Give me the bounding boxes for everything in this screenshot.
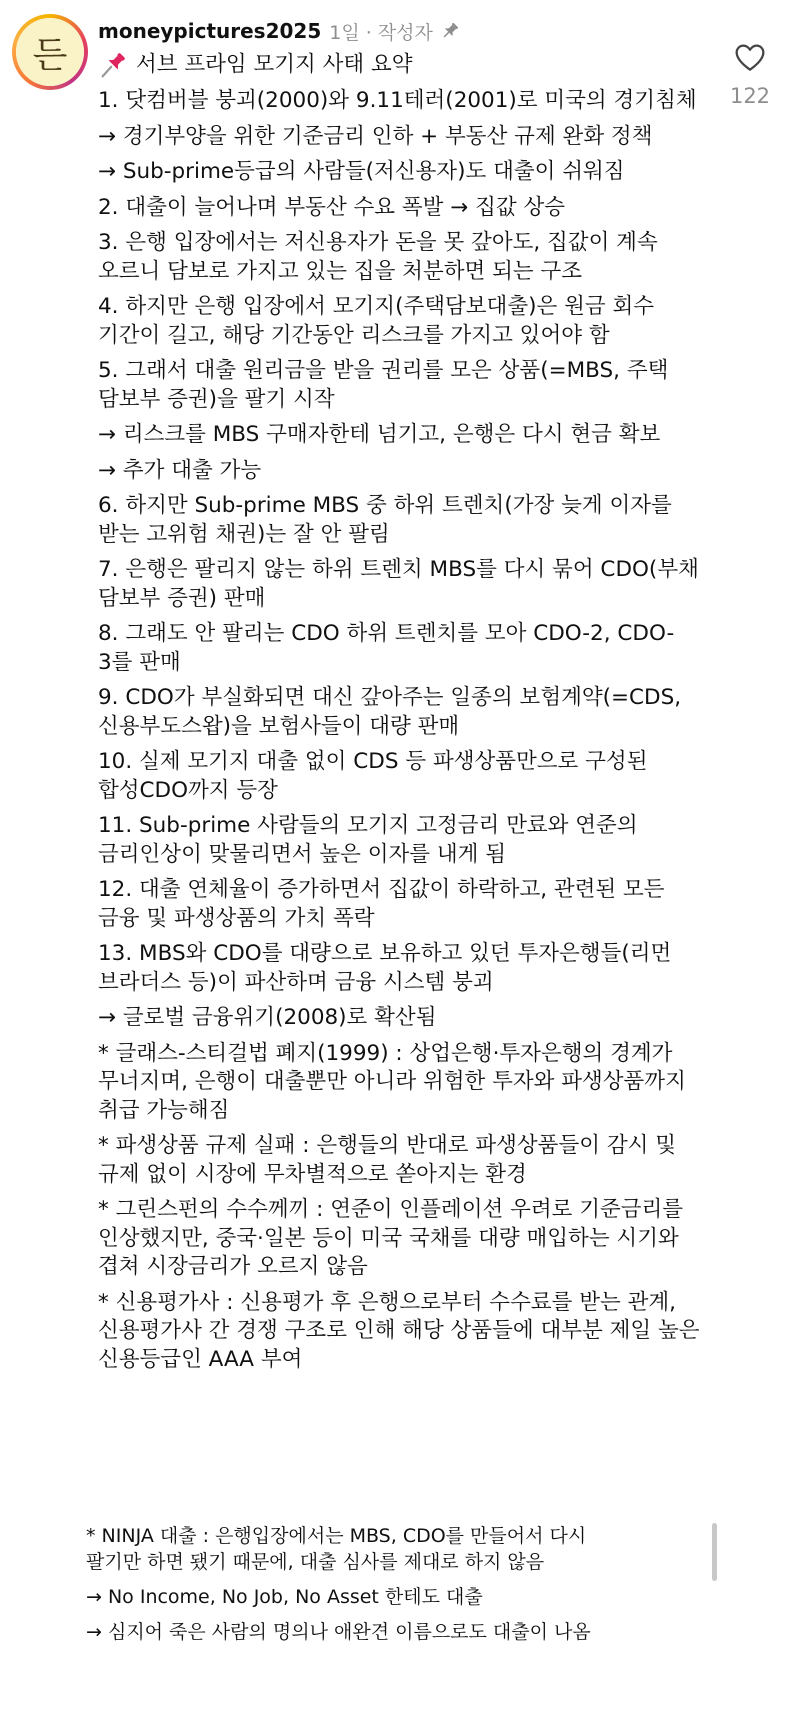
post-line: 11. Sub-prime 사람들의 모기지 고정금리 만료와 연준의 금리인상이 맞물리면서 높은 이자를 내게 됨: [98, 813, 638, 867]
post-line: 3. 은행 입장에서는 저신용자가 돈을 못 갚아도, 집값이 계속 오르니 담보로 가지고 있는 집을 처분하면 되는 구조: [98, 230, 658, 284]
post-line: 6. 하지만 Sub-prime MBS 중 하위 트렌치(가장 늦게 이자를 받는 고위험 채권)는 잘 안 팔림: [98, 493, 672, 547]
post-header: [98, 16, 461, 46]
pin-icon: [439, 20, 461, 42]
post-line: 13. MBS와 CDO를 대량으로 보유하고 있던 투자은행들(리먼 브라더스 등)이 파산하며 금융 시스템 붕괴: [98, 941, 672, 995]
post-line: * 그린스펀의 수수께끼 : 연준이 인플레이션 우려로 기준금리를 인상했지만, 중국·일본 등이 미국 국채를 대량 매입하는 시기와 겹쳐 시장금리가 오르지 않음: [98, 1197, 684, 1279]
like-count: 122: [729, 84, 771, 108]
post-line: 10. 실제 모기지 대출 없이 CDS 등 파생상품만으로 구성된 합성CDO까지 등장: [98, 749, 648, 803]
like-area: [720, 42, 780, 108]
post-line: * 파생상품 규제 실패 : 은행들의 반대로 파생상품들이 감시 및 규제 없이 시장에 무차별적으로 쏟아지는 환경: [98, 1133, 676, 1187]
avatar[interactable]: [12, 14, 88, 90]
post-line: → 글로벌 금융위기(2008)로 확산됨: [98, 1005, 437, 1030]
post-meta: 1일 · 작성자: [329, 21, 433, 44]
username[interactable]: moneypictures2025: [98, 19, 322, 43]
post-line: → 리스크를 MBS 구매자한테 넘기고, 은행은 다시 현금 확보: [98, 422, 661, 447]
post-line: 5. 그래서 대출 원리금을 받을 권리를 모은 상품(=MBS, 주택 담보부 증권)을 팔기 시작: [98, 358, 669, 412]
post-title-row: [98, 50, 708, 80]
post-line: 7. 은행은 팔리지 않는 하위 트렌치 MBS를 다시 묶어 CDO(부채 담보부 증권) 판매: [98, 557, 699, 611]
post-line: 2. 대출이 늘어나며 부동산 수요 폭발 → 집값 상승: [98, 194, 566, 220]
post-line: * 글래스-스티걸법 폐지(1999) : 상업은행·투자은행의 경계가 무너지며, 은행이 대출뿐만 아니라 위험한 투자와 파생상품까지 취급 가능해짐: [98, 1040, 686, 1123]
post-footnotes: [86, 1523, 646, 1654]
post-line: 9. CDO가 부실화되면 대신 갚아주는 일종의 보험계약(=CDS, 신용부도스왑)을 보험사들이 대량 판매: [98, 685, 682, 739]
scrollbar[interactable]: [712, 1523, 717, 1581]
pushpin-icon: [98, 50, 128, 80]
like-button[interactable]: [734, 42, 766, 76]
post-line: 12. 대출 연체율이 증가하면서 집값이 하락하고, 관련된 모든 금융 및 파생상품의 가치 폭락: [98, 877, 665, 931]
avatar-image: 든: [16, 18, 84, 86]
post-title: 서브 프라임 모기지 사태 요약: [136, 51, 413, 77]
post-line: 4. 하지만 은행 입장에서 모기지(주택담보대출)은 원금 회수 기간이 길고, 해당 기간동안 리스크를 가지고 있어야 함: [98, 294, 654, 348]
post-line: → 추가 대출 가능: [98, 457, 262, 483]
footnote-line: → No Income, No Job, No Asset 한테도 대출: [86, 1586, 483, 1608]
footnote-line: * NINJA 대출 : 은행입장에서는 MBS, CDO를 만들어서 다시 팔기만 하면 됐기 때문에, 대출 심사를 제대로 하지 않음: [86, 1525, 587, 1573]
post-line: → Sub-prime등급의 사람들(저신용자)도 대출이 쉬워짐: [98, 159, 625, 184]
post-line: 8. 그래도 안 팔리는 CDO 하위 트렌치를 모아 CDO-2, CDO-3를 판매: [98, 621, 675, 675]
heart-icon: [734, 42, 766, 72]
footnote-line: → 심지어 죽은 사람의 명의나 애완견 이름으로도 대출이 나옴: [86, 1621, 591, 1643]
post-line: → 경기부양을 위한 기준금리 인하 + 부동산 규제 완화 정책: [98, 123, 653, 149]
post-line: * 신용평가사 : 신용평가 후 은행으로부터 수수료를 받는 관계, 신용평가사 간 경쟁 구조로 인해 해당 상품들에 대부분 제일 높은 신용등급인 AAA 부여: [98, 1289, 700, 1372]
post-line: 1. 닷컴버블 붕괴(2000)와 9.11테러(2001)로 미국의 경기침체: [98, 88, 697, 113]
post-body: [98, 50, 708, 1381]
